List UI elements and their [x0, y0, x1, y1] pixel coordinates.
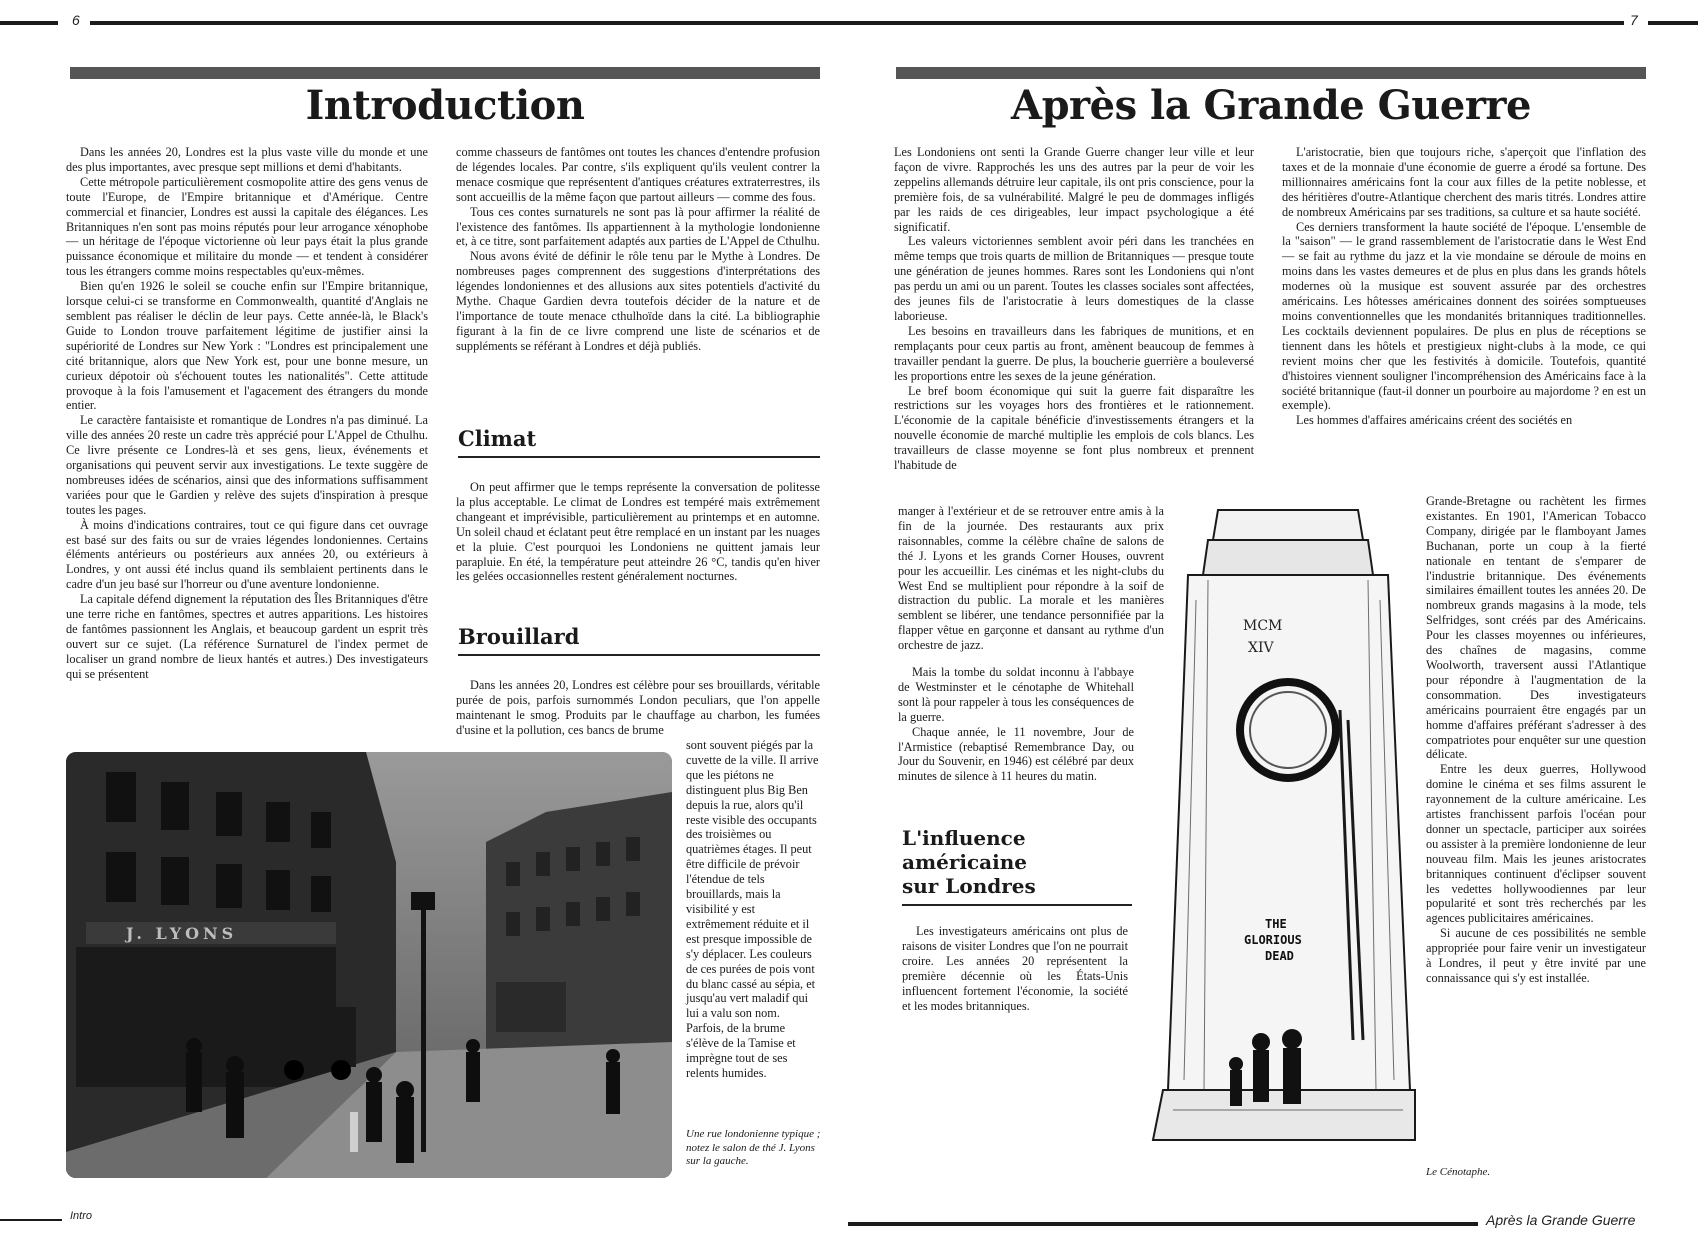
apres-paragraph: Ces derniers transforment la haute société de l'époque. L'ensemble de la "saison" — le grand rassemblement de l'aristocratie dans le West End — se fait au rythme du jazz et la vie mondaine se déroule de moins en moins dans les vastes demeures et de plus en plus dans les grands hôtels modernes où la musique est souvent assurée par des orchestres américains. Les hôtesses américaines donnent des soirées somptueuses moins conventionnelles que les mondanités britanniques traditionnelles. Les cocktails deviennent populaires. De plus en plus de réceptions se tiennent dans les hôtels et prestigieux night-clubs à la mode, ce qui revient moins cher que les festivités à domicile. Toutefois, quantité d'histoires viennent souligner l'incompréhension des Américains face à la société britannique (faut-il donner un pourboire au majordome ? en est un exemple).: [1282, 219, 1646, 413]
footer-left: Intro: [70, 1210, 93, 1222]
brouillard-text-top: [456, 678, 820, 738]
apres-column-1-wrap: [898, 504, 1164, 653]
heading-brouillard: Brouillard: [458, 624, 580, 649]
top-rule-main: [90, 21, 1624, 25]
intro-paragraph: La capitale défend dignement la réputation des Îles Britanniques d'être une terre riche en fantômes, spectres et autres apparitions. Les histoires de fantômes passionnent les Anglais, et beaucoup gardent un esprit très ouvert sur ce sujet. (La référence Surnaturel de l'index permet de localiser un grand nombre de lieux hantés et autres.) Des investigateurs qui se présentent: [66, 592, 428, 681]
page-title-introduction: Introduction: [305, 82, 585, 129]
intro-paragraph: Le caractère fantaisiste et romantique de Londres n'a pas diminué. La ville des années 20 reste un cadre très apprécié pour L'Appel de Cthulhu. Ce livre présente ce Londres-là et ses gens, lieux, événements et organisations qui peuvent servir aux investigations. Le texte suggère de nombreuses idées de scénarios, ainsi que des informations suffisamment variées pour que le Gardien y relève des sujets d'inspiration à presque toutes les pages.: [66, 413, 428, 517]
top-rule-right: [1648, 21, 1698, 25]
apres-paragraph: L'aristocratie, bien que toujours riche, s'aperçoit que l'inflation des taxes et de la monnaie d'une économie de guerre a érodé sa fortune. Des millionnaires américains font la cour aux filles de la petite noblesse, et des héritières d'outre-Atlantique cherchent des maris titrés. Londres attire de nombreux Américains par ses traditions, sa culture et sa haute société.: [1282, 145, 1646, 219]
apres-paragraph: Si aucune de ces possibilités ne semble appropriée pour faire venir un investigateur à Londres, il peut y être invité par une connaissance qui s'y est installée.: [1426, 926, 1646, 985]
apres-paragraph: Grande-Bretagne ou rachètent les firmes existantes. En 1901, l'American Tobacco Company, dirigée par le flamboyant James Buchanan, porte un coup à la fierté nationale en tentant de s'emparer de l'industrie britannique. Des événements similaires émaillent toutes les années 20. De nombreux grands magasins à la mode, tels Selfridges, sont créés par des Américains. Pour les classes moyennes ou inférieures, des chaînes de magasins, comme Woolworth, traversent aussi l'Atlantique pour répondre à l'augmentation de la consommation. Des investigateurs américains pourraient être engagés par un homme d'affaires préférant s'adresser à des compatriotes pour enquêter sur une question délicate.: [1426, 494, 1646, 762]
cenotaph-caption: Le Cénotaphe.: [1426, 1166, 1491, 1178]
cenotaph-inscription-line: DEAD: [1265, 949, 1294, 963]
street-photo: [66, 752, 672, 1178]
bottom-rule-right: [848, 1222, 1478, 1226]
apres-column-1: [894, 145, 1254, 473]
influence-text: [902, 924, 1128, 1013]
heading-climat: Climat: [458, 426, 537, 451]
apres-column-2: [1282, 145, 1646, 428]
intro-paragraph: Cette métropole particulièrement cosmopolite attire des gens venus de toute l'Europe, de l'Empire britannique et d'Amérique. Centre commercial et financier, Londres est aussi la capitale des élégances. Les Britanniques n'en sont pas moins réputés pour leur arrogance xénophobe — un héritage de l'époque victorienne où leur pays était la plus grande puissance économique et militaire du monde — et tendent à considérer tous les étrangers comme moins respectables qu'eux-mêmes.: [66, 174, 428, 279]
apres-paragraph: Entre les deux guerres, Hollywood domine le cinéma et ses films assurent le rayonnement de la culture américaine. Les artistes franchissent parfois l'océan pour donner un spectacle, participer aux soirées ou assister à la première londonienne de leur nouveau film. Mais les jeunes aristocrates britanniques continuent d'éclipser souvent les vedettes hollywoodiennes par leur popularité et sont très recherchés par les agences publicitaires américaines.: [1426, 762, 1646, 926]
cenotaph-inscription-line: GLORIOUS: [1244, 933, 1302, 947]
apres-paragraph: Les hommes d'affaires américains créent des sociétés en: [1296, 413, 1573, 428]
heading-brouillard-rule: [458, 654, 820, 656]
heading-influence-rule: [902, 904, 1132, 906]
brouillard-paragraph-continued: sont souvent piégés par la cuvette de la ville. Il arrive que les piétons ne distinguent plus Big Ben depuis la rue, alors qu'il reste visible des occupants des troisièmes ou quatrièmes étages. Il peut être difficile de prévoir l'étendue de tels brouillards, mais la visibilité y est extrêmement réduite et il est presque impossible de s'y déplacer. Les couleurs de ces purées de pois vont du blanc cassé au sépia, et jusqu'au vert maladif qui lui a valu son nom. Parfois, de la brume s'élève de la Tamise et imprègne tout de ses relents humides.: [686, 738, 819, 1080]
page-title-apres-guerre: Après la Grande Guerre: [1011, 82, 1531, 129]
influence-paragraph: Les investigateurs américains ont plus de raisons de visiter Londres que l'on ne pourrait croire. Les années 20 représentent la première décennie où les États-Unis influencent fortement l'économie, la société et les modes britanniques.: [902, 924, 1128, 1013]
heading-influence-line: américaine: [902, 850, 1027, 874]
intro-paragraph: Tous ces contes surnaturels ne sont pas là pour affirmer la réalité de l'existence des fantômes. Ils appartiennent à la mythologie londonienne et, à ce titre, sont parfaitement adaptés aux parties de L'Appel de Cthulhu.: [456, 204, 820, 249]
apres-paragraph: Mais la tombe du soldat inconnu à l'abbaye de Westminster et le cénotaphe de Whitehall sont là pour rappeler à tous les conséquences de la guerre.: [898, 665, 1134, 724]
apres-paragraph: manger à l'extérieur et de se retrouver entre amis à la fin de la journée. Des restaurants aux prix raisonnables, comme la célèbre chaîne de salons de thé J. Lyons et les grands Corner Houses, ouvrent pour les accueillir. Les cinémas et les night-clubs du West End se multiplient pour répondre à la soif de distraction du public. La morale et les manières semblent se libérer, une tendance personnifiée par la flapper vêtue en garçonne et dansant au rythme d'un orchestre de jazz.: [898, 504, 1164, 653]
page-number-right: 7: [1630, 12, 1638, 28]
intro-column-2: [456, 145, 820, 354]
apres-paragraph: Les valeurs victoriennes semblent avoir péri dans les tranchées en même temps que trois quarts de million de Britanniques — presque toute une génération de jeunes hommes. Rares sont les Londoniens qui n'ont pas perdu un ami ou un parent. Toutes les classes sociales sont affectées, des jeunes fils de l'aristocratie à leurs domestiques de la classe laborieuse.: [894, 234, 1254, 323]
apres-column-2-wrap: [1426, 494, 1646, 986]
apres-column-1-wrap-2: [898, 665, 1134, 784]
cenotaph-top-inscription: MCM: [1243, 618, 1283, 634]
intro-column-1: [66, 145, 428, 682]
title-bar-left: [70, 67, 820, 79]
title-bar-right: [896, 67, 1646, 79]
brouillard-paragraph: Dans les années 20, Londres est célèbre pour ses brouillards, véritable purée de pois, parfois surnommés London peculiars, que l'on appelle maintenant le smog. Produits par le chauffage au charbon, les fumées d'usine et la pollution, ces bancs de brume: [456, 678, 820, 737]
top-rule-left: [0, 21, 58, 25]
apres-paragraph: Le bref boom économique qui suit la guerre fait disparaître les restrictions sur les voyages hors des frontières et le rationnement. L'économie de la capitale bénéficie d'investissements étrangers et la nouvelle économie de marché multiplie les emplois de cols blancs. Les travailleurs de classe moyenne se font plus nombreux et prennent l'habitude de: [894, 383, 1254, 473]
intro-paragraph: À moins d'indications contraires, tout ce qui figure dans cet ouvrage est basé sur des faits ou sur de vraies légendes londoniennes. Certains éléments antérieurs ou postérieurs aux années 20, ou extérieurs à Londres, y ont aussi été inclus quand ils semblaient pertinents dans le cadre d'un jeu basé sur l'horreur ou d'une aventure londonienne.: [66, 517, 428, 592]
bottom-rule-left: [0, 1219, 62, 1221]
heading-climat-rule: [458, 456, 820, 458]
intro-paragraph: Nous avons évité de définir le rôle tenu par le Mythe à Londres. De nombreuses pages comprennent des suggestions d'interprétations des légendes londoniennes et des allusions aux sites potentiels d'activité du Mythe. Chaque Gardien devra toutefois décider de la nature et de l'importance de toute menace cthulhoïde dans la cité. La bibliographie figurant à la fin de ce livre comprend une liste de scénarios et de suppléments se référant à Londres et déjà publiés.: [456, 249, 820, 353]
cenotaph-drawing: [1148, 480, 1420, 1152]
brouillard-text-side: [686, 738, 820, 1081]
street-photo-drawing: [66, 752, 672, 1178]
heading-influence-line: L'influence: [902, 826, 1026, 850]
heading-influence-americaine: [902, 826, 1036, 898]
cenotaph-illustration: [1148, 480, 1420, 1152]
apres-paragraph: Les Londoniens ont senti la Grande Guerre changer leur ville et leur façon de vivre. Rapprochés les uns des autres par la peur de voir les zeppelins allemands détruire leur capitale, ils ont pris conscience, pour la première fois, de sa vulnérabilité. Malgré le peu de dommages infligés par les raids de ces dirigeables, leur impact psychologique a été significatif.: [894, 145, 1254, 234]
apres-paragraph: Chaque année, le 11 novembre, Jour de l'Armistice (rebaptisé Remembrance Day, ou Jour du Souvenir, en 1946) est célébré par deux minutes de silence à 11 heures du matin.: [898, 724, 1134, 784]
footer-right: Après la Grande Guerre: [1486, 1212, 1636, 1228]
page-number-left: 6: [72, 12, 80, 28]
heading-influence-line: sur Londres: [902, 874, 1036, 898]
intro-paragraph: Dans les années 20, Londres est la plus vaste ville du monde et une des plus importantes, avec presque sept millions et demi d'habitants.: [66, 145, 428, 174]
intro-paragraph: comme chasseurs de fantômes ont toutes les chances d'entendre profusion de légendes locales. Par contre, s'ils expliquent qu'ils veulent contrer la menace cosmique que représentent d'antiques créatures extraterrestres, ils sont accueillis de la même façon que partout ailleurs — comme des fous.: [456, 145, 820, 204]
climat-text: [456, 480, 820, 584]
cenotaph-top-inscription: XIV: [1248, 640, 1274, 656]
cenotaph-inscription-line: THE: [1265, 917, 1287, 931]
climat-paragraph: On peut affirmer que le temps représente la conversation de politesse la plus acceptable. Le climat de Londres est tempéré mais extrêmement changeant et imprévisible, particulièrement au printemps et en automne. Un soleil chaud et éclatant peut être remplacé en un instant par les nuages et la pluie. C'est pourquoi les Londoniens ne quittent jamais leur parapluie. En été, la température peut atteindre 26 °C, tandis qu'en hiver les gelées occasionnelles restent généralement nocturnes.: [456, 480, 820, 584]
intro-paragraph: Bien qu'en 1926 le soleil se couche enfin sur l'Empire britannique, lorsque celui-ci se transforme en Commonwealth, quantité d'Anglais ne semblent pas réaliser le déclin de leur pays. Cette année-là, le Black's Guide to London trouve parfaitement légitime de justifier ainsi la supériorité de Londres sur New York : "Londres est principalement une cité britannique, alors que New York est, pour une bonne mesure, un curieux dépotoir où s'échouent toutes les nationalités". Cette attitude provoque à la fois l'amusement et l'agacement des étrangers du monde entier.: [66, 279, 428, 413]
apres-paragraph: Les besoins en travailleurs dans les fabriques de munitions, et en remplaçants pour ceux partis au front, amènent beaucoup de femmes à travailler pendant la guerre. De plus, la boucherie guerrière a bouleversé les proportions entre les sexes de la jeune génération.: [894, 323, 1254, 383]
photo-caption: Une rue londonienne typique ; notez le salon de thé J. Lyons sur la gauche.: [686, 1128, 821, 1167]
photo-shop-sign: J. LYONS: [126, 924, 238, 943]
